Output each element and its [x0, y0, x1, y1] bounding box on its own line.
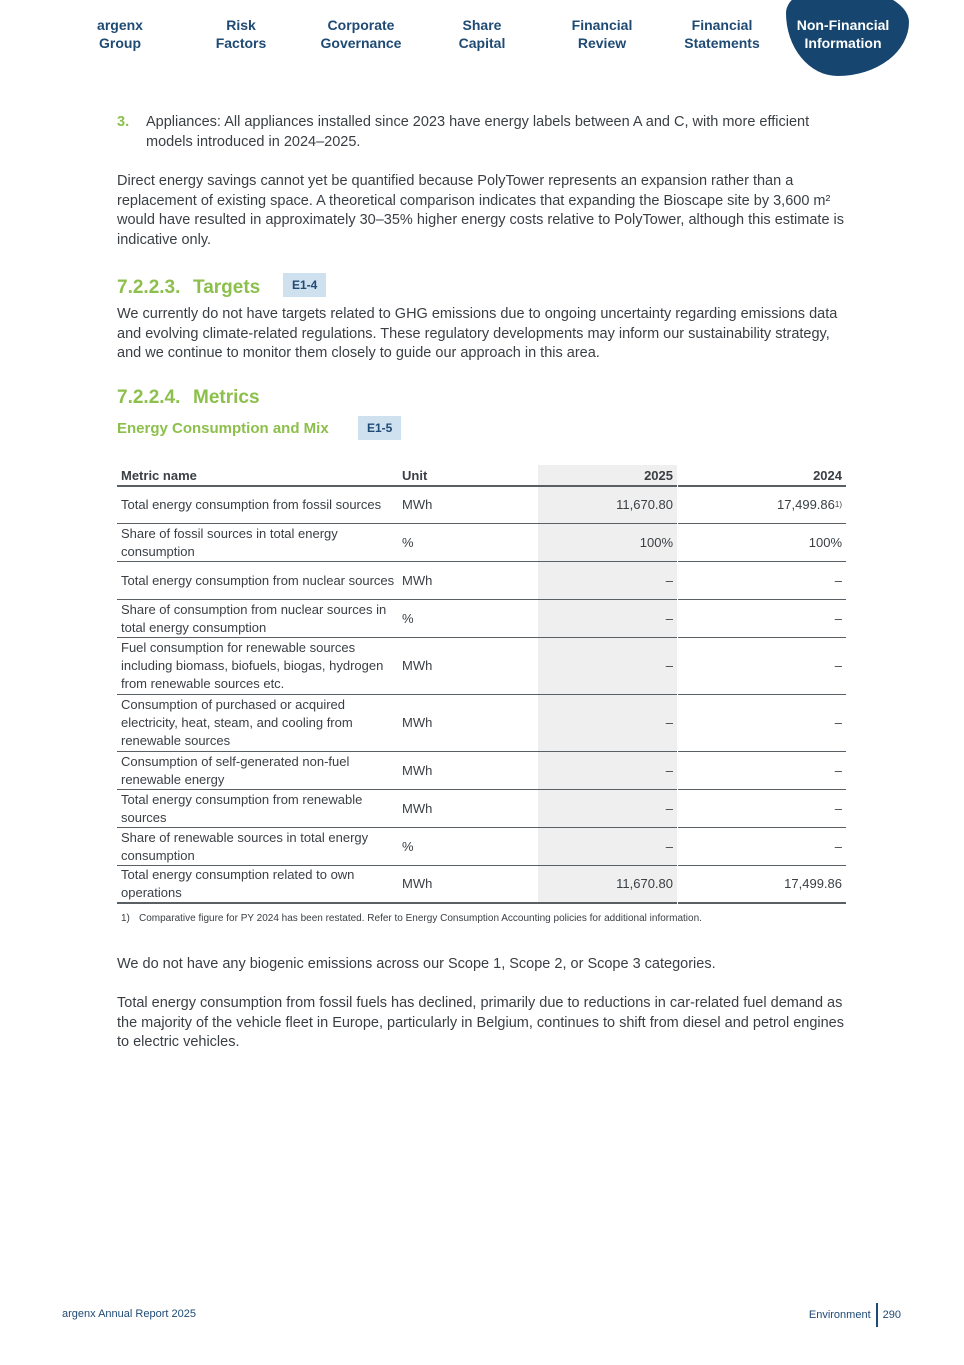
- tab-argenx-group[interactable]: [60, 17, 180, 52]
- table-header: [117, 465, 846, 487]
- value-2025-cell-text: –: [665, 658, 673, 673]
- footnote-text: Comparative figure for PY 2024 has been restated. Refer to Energy Consumption Accounting policies for additional information.: [139, 913, 702, 924]
- unit-cell: [397, 695, 538, 752]
- heading-metrics: [117, 387, 260, 409]
- header-2025: 2025: [538, 465, 677, 487]
- value-2025-cell: [538, 695, 677, 752]
- value-2025-cell: [538, 866, 677, 904]
- metric-name-cell-text: Total energy consumption from fossil sources: [121, 497, 382, 512]
- list-text: Appliances: All appliances installed since 2023 have energy labels between A and C, with more efficient models introduced in 2024–2025.: [146, 114, 810, 150]
- unit-cell-text: %: [402, 838, 414, 854]
- tab-label: Financial Review: [571, 17, 633, 51]
- value-2024-cell-text: –: [834, 715, 842, 730]
- value-2024-cell: [678, 638, 846, 695]
- footer-divider: [876, 1303, 878, 1327]
- metric-name-cell-text: Total energy consumption related to own operations: [121, 867, 355, 900]
- header-metric-name: Metric name: [117, 465, 397, 487]
- table-row: [117, 487, 846, 524]
- paragraph-biogenic: We do not have any biogenic emissions across our Scope 1, Scope 2, or Scope 3 categories.: [117, 956, 716, 972]
- esrs-tag: E1-5: [358, 416, 401, 440]
- heading-title: Metrics: [193, 387, 260, 408]
- unit-cell-text: MWh: [402, 497, 433, 512]
- tab-label: Non-Financial Information: [796, 17, 890, 51]
- unit-cell: [397, 790, 538, 828]
- unit-cell-text: MWh: [402, 876, 433, 891]
- table-row: [117, 638, 846, 695]
- footer-section: Environment: [808, 1309, 871, 1321]
- tab-share-capital[interactable]: [422, 17, 542, 52]
- value-2024-cell: [678, 790, 846, 828]
- tab-financial-review[interactable]: [542, 17, 662, 52]
- metric-name-cell-text: Fuel consumption for renewable sources including biomass, biofuels, biogas, hydrogen from renewable sources etc.: [121, 640, 384, 691]
- footer-report-title: argenx Annual Report 2025: [62, 1308, 196, 1320]
- value-2024-cell-text: –: [834, 658, 842, 673]
- unit-cell-text: MWh: [402, 572, 433, 588]
- unit-cell: [397, 866, 538, 904]
- value-2025-cell-text: 11,670.80: [616, 497, 673, 512]
- metric-name-cell: [117, 790, 397, 828]
- metric-name-cell-text: Consumption of self-generated non-fuel renewable energy: [121, 753, 350, 787]
- unit-cell-text: %: [402, 534, 414, 550]
- metric-name-cell: [117, 562, 397, 600]
- tab-corporate-governance[interactable]: [301, 17, 421, 52]
- value-2024-cell-text: 100%: [808, 534, 842, 550]
- value-2025-cell-text: 11,670.80: [616, 876, 673, 891]
- value-2025-cell: [538, 524, 677, 562]
- value-2025-cell: [538, 562, 677, 600]
- metric-name-cell: [117, 866, 397, 904]
- value-2025-cell-text: –: [665, 838, 673, 854]
- value-2024-cell: [678, 600, 846, 638]
- unit-cell-text: MWh: [402, 800, 433, 816]
- tab-label: argenx Group: [97, 17, 143, 51]
- value-2024-cell-text: –: [834, 762, 842, 778]
- tab-financial-statements[interactable]: [662, 17, 782, 52]
- table-row: [117, 752, 846, 790]
- value-2024-cell-text: –: [834, 800, 842, 816]
- header-unit: Unit: [397, 465, 538, 487]
- metric-name-cell-text: Share of fossil sources in total energy consumption: [121, 525, 338, 559]
- value-2024-cell-text: 17,499.86: [784, 876, 842, 891]
- value-2025-cell: [538, 487, 677, 524]
- tab-label: Risk Factors: [215, 17, 267, 51]
- metric-name-cell: [117, 600, 397, 638]
- paragraph-energy-savings: Direct energy savings cannot yet be quantified because PolyTower represents an expansion rather than a replacement of existing space. A theoretical comparison indicates that expanding the Bioscape site by 3,600 m² would have resulted in approximately 30–35% higher energy costs relative to PolyTower, although this estimate is indicative only.: [117, 173, 845, 248]
- value-2025-cell: [538, 752, 677, 790]
- unit-cell: [397, 524, 538, 562]
- table-row: [117, 828, 846, 866]
- value-2024-cell: [678, 487, 846, 524]
- heading-number: 7.2.2.3.: [117, 277, 181, 298]
- metric-name-cell: [117, 695, 397, 752]
- value-2024-cell: [678, 866, 846, 904]
- value-2024-cell-text: –: [834, 572, 842, 588]
- unit-cell-text: MWh: [402, 715, 433, 730]
- value-2025-cell: [538, 638, 677, 695]
- value-2025-cell-text: 100%: [639, 534, 673, 550]
- value-2025-cell-text: –: [665, 762, 673, 778]
- table-row: [117, 866, 846, 904]
- value-2025-cell: [538, 790, 677, 828]
- footnote-number: 1): [121, 913, 130, 924]
- metric-name-cell: [117, 828, 397, 866]
- table-row: [117, 524, 846, 562]
- paragraph-fossil-decline: Total energy consumption from fossil fuels has declined, primarily due to reductions in car-related fuel demand as the majority of the vehicle fleet in Europe, particularly in Belgium, continues to shift from diesel and petrol engines to electric vehicles.: [117, 995, 844, 1050]
- table-row: [117, 695, 846, 752]
- list-number: 3.: [117, 114, 130, 130]
- table-footnote: [121, 913, 702, 924]
- metric-name-cell: [117, 752, 397, 790]
- unit-cell: [397, 828, 538, 866]
- heading-number: 7.2.2.4.: [117, 387, 181, 408]
- unit-cell: [397, 562, 538, 600]
- subheading-energy-consumption: Energy Consumption and Mix: [117, 420, 329, 437]
- tab-risk-factors[interactable]: [181, 17, 301, 52]
- esrs-tag: E1-4: [283, 273, 326, 297]
- value-2024-cell: [678, 752, 846, 790]
- tab-non-financial-information[interactable]: [783, 17, 903, 52]
- value-2024-cell-text: –: [834, 610, 842, 626]
- value-2024-cell-text: 17,499.86: [777, 497, 835, 512]
- footnote-marker: 1): [834, 500, 842, 509]
- value-2024-cell: [678, 562, 846, 600]
- header-2024: 2024: [678, 465, 846, 487]
- value-2024-cell: [678, 828, 846, 866]
- value-2025-cell-text: –: [665, 800, 673, 816]
- unit-cell: [397, 638, 538, 695]
- table-row: [117, 600, 846, 638]
- metric-name-cell: [117, 638, 397, 695]
- energy-consumption-table: [117, 465, 846, 904]
- table-body: [117, 487, 846, 904]
- heading-targets: [117, 277, 260, 299]
- heading-title: Targets: [193, 277, 261, 298]
- unit-cell-text: %: [402, 610, 414, 626]
- table-row: [117, 790, 846, 828]
- metric-name-cell-text: Share of consumption from nuclear sources in total energy consumption: [121, 601, 387, 635]
- page-number: 290: [882, 1309, 901, 1321]
- unit-cell: [397, 487, 538, 524]
- paragraph-targets: We currently do not have targets related to GHG emissions due to ongoing uncertainty regarding emissions data and evolving climate-related regulations. These regulatory developments may inform our sustainability strategy, and we continue to monitor them closely to guide our approach in this area.: [117, 306, 838, 361]
- unit-cell: [397, 752, 538, 790]
- tab-label: Share Capital: [458, 17, 506, 51]
- tab-label: Corporate Governance: [320, 17, 402, 51]
- value-2025-cell-text: –: [665, 715, 673, 730]
- value-2024-cell: [678, 695, 846, 752]
- unit-cell-text: MWh: [402, 762, 433, 778]
- metric-name-cell-text: Total energy consumption from renewable sources: [121, 791, 363, 825]
- metric-name-cell: [117, 487, 397, 524]
- value-2024-cell-text: –: [834, 838, 842, 854]
- footer-page-info: [809, 1303, 901, 1327]
- metric-name-cell-text: Consumption of purchased or acquired electricity, heat, steam, and cooling from renewable sources: [121, 697, 353, 748]
- top-navigation: [60, 0, 905, 80]
- metric-name-cell-text: Total energy consumption from nuclear sources: [121, 572, 395, 588]
- value-2024-cell: [678, 524, 846, 562]
- value-2025-cell-text: –: [665, 572, 673, 588]
- value-2025-cell: [538, 828, 677, 866]
- metric-name-cell-text: Share of renewable sources in total energy consumption: [121, 829, 369, 863]
- metric-name-cell: [117, 524, 397, 562]
- value-2025-cell: [538, 600, 677, 638]
- tab-label: Financial Statements: [684, 17, 760, 51]
- unit-cell-text: MWh: [402, 658, 433, 673]
- unit-cell: [397, 600, 538, 638]
- table-row: [117, 562, 846, 600]
- value-2025-cell-text: –: [665, 610, 673, 626]
